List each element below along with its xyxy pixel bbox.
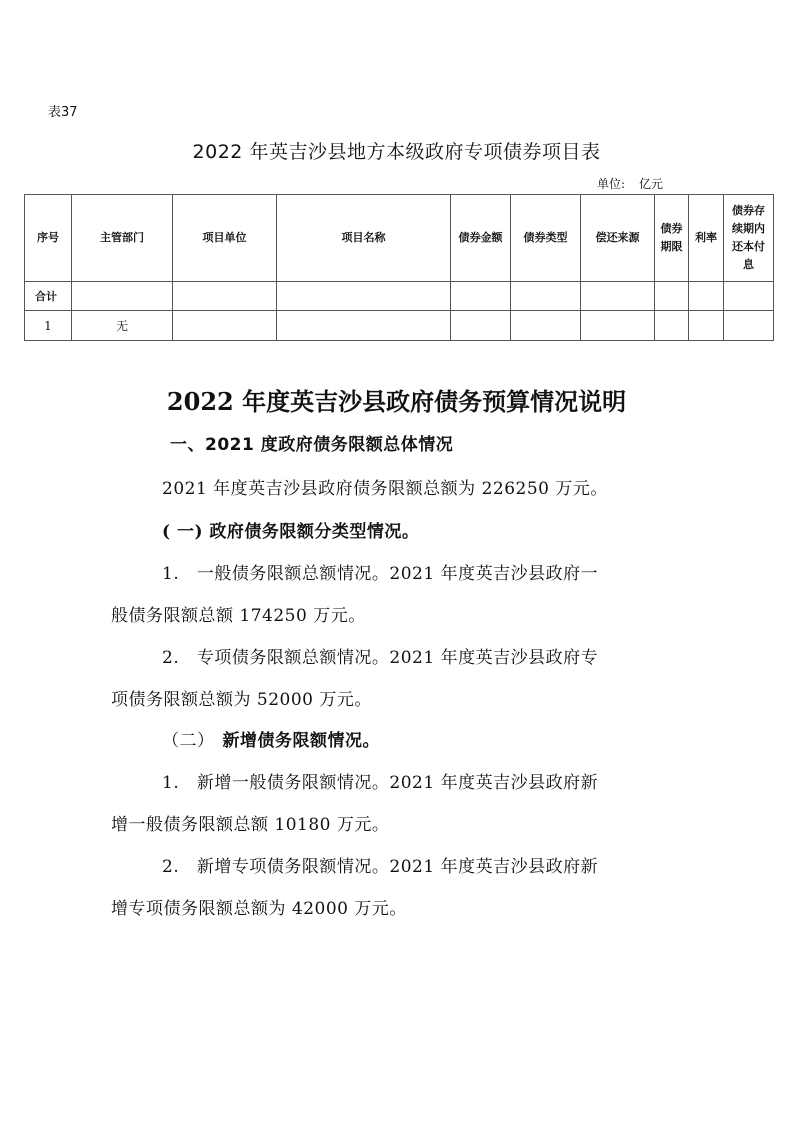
header-amount: 债券金额 [451, 195, 511, 282]
header-department: 主管部门 [72, 195, 173, 282]
header-repay-line: 息 [743, 258, 754, 271]
paragraph-line: 2. 新增专项债务限额情况。2021 年度英吉沙县政府新 [162, 857, 599, 877]
header-project-name: 项目名称 [277, 195, 451, 282]
header-index: 序号 [25, 195, 72, 282]
table-cell [511, 282, 581, 311]
table-cell [724, 282, 774, 311]
table-row [25, 311, 774, 341]
row-department: 无 [72, 311, 173, 341]
subsection-heading [162, 726, 380, 751]
paragraph-line: 增专项债务限额总额为 42000 万元。 [111, 899, 407, 919]
header-type: 债券类型 [511, 195, 581, 282]
table-cell [173, 311, 277, 341]
header-term [655, 195, 689, 282]
row-index: 1 [25, 311, 72, 341]
table-cell [277, 311, 451, 341]
subsection-prefix: （二） [162, 731, 215, 751]
header-repayment-source: 偿还来源 [581, 195, 655, 282]
header-term-line: 债券 [660, 222, 683, 235]
table-cell [451, 311, 511, 341]
table-label: 表37 [48, 105, 78, 120]
table-cell [581, 311, 655, 341]
paragraph-line: 项债务限额总额为 52000 万元。 [111, 690, 372, 710]
paragraph: 2021 年度英吉沙县政府债务限额总额为 226250 万元。 [162, 479, 608, 499]
table-cell [511, 311, 581, 341]
paragraph-line: 1. 一般债务限额总额情况。2021 年度英吉沙县政府一 [162, 564, 599, 584]
paragraph-line: 1. 新增一般债务限额情况。2021 年度英吉沙县政府新 [162, 773, 599, 793]
header-repayment [724, 195, 774, 282]
section-heading: 一、2021 度政府债务限额总体情况 [170, 435, 454, 455]
header-repay-line: 还本付 [732, 240, 765, 253]
paragraph-line: 般债务限额总额 174250 万元。 [111, 606, 366, 626]
subsection-heading: ( 一) 政府债务限额分类型情况。 [162, 522, 420, 542]
bond-project-table [24, 194, 774, 341]
unit-value: 亿元 [639, 177, 664, 191]
table-total-row [25, 282, 774, 311]
header-repay-line: 债券存 [732, 204, 765, 217]
table-cell [655, 311, 689, 341]
header-rate: 利率 [689, 195, 724, 282]
table-cell [724, 311, 774, 341]
header-term-line: 期限 [660, 240, 683, 253]
subsection-title: 新增债务限额情况。 [222, 731, 380, 751]
table-cell [655, 282, 689, 311]
table-cell [451, 282, 511, 311]
paragraph-line: 增一般债务限额总额 10180 万元。 [111, 815, 390, 835]
table-cell [689, 311, 724, 341]
document-title: 2022 年度英吉沙县政府债务预算情况说明 [166, 387, 627, 416]
header-unit: 项目单位 [173, 195, 277, 282]
unit-label: 单位: [597, 177, 626, 191]
table-cell [277, 282, 451, 311]
paragraph-line: 2. 专项债务限额总额情况。2021 年度英吉沙县政府专 [162, 648, 599, 668]
table-cell [581, 282, 655, 311]
table-cell [173, 282, 277, 311]
table-title: 2022 年英吉沙县地方本级政府专项债券项目表 [192, 141, 601, 163]
table-cell [72, 282, 173, 311]
header-repay-line: 续期内 [732, 222, 765, 235]
table-header-row [25, 195, 774, 282]
unit-line [597, 175, 663, 192]
table-cell [689, 282, 724, 311]
total-label: 合计 [25, 282, 72, 311]
